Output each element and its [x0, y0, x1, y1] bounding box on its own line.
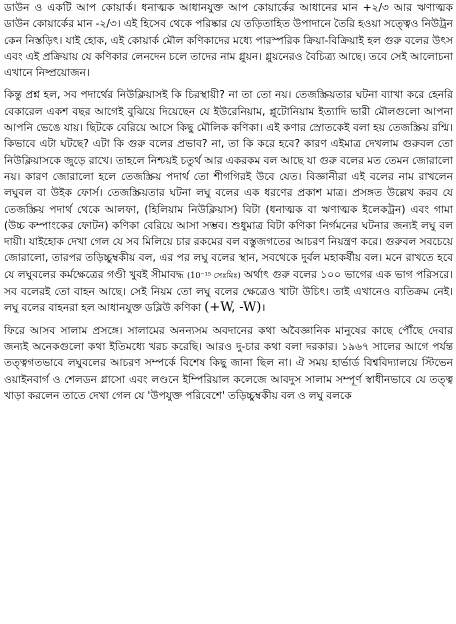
paragraph-text-continued: অর্থাৎ গুরু বলের ১০০ ভাগের এক ভাগ পরিসরে। সব বলেরই তো বাহন আছে। সেই নিয়ম তো লঘু বলের ক্ষেত্রেও খাটা উচিৎ। তাই এখানেও ব্যতিক্রম নেই। লঘু বলের বাহনরা হল আধানযুক্ত ডব্লিউ কণিকা — [4, 268, 453, 315]
paragraph-salam — [4, 323, 453, 404]
sentence-end-mark: । — [261, 302, 266, 315]
paragraph-text: কিন্তু প্রশ্ন হল, সব পদার্থের নিউক্লিয়াসই কি চিরস্থায়ী? না তা তো নয়। তেজস্ক্রিয়তার ঘটনা ব্যাখা করে হেনরি বেকারেল একশ বছর আগেই বুঝিয়ে দিয়েছেন যে ইউরেনিয়াম, প্লুটোনিয়াম ইত্যাদি ভারী মৌলগুলো আপনা আপনি ভেঙে যায়। ছিটকে বেরিয়ে আসে কিছু মৌলিক কণিকা। এই কণার স্রোতকেই বলা হয় তেজস্ক্রিয় রশ্মি। কিভাবে এটা ঘটছে? এটা কি গুরু বলের প্রভাব? না, তা কি করে হবে? কারণ এইমাত্র দেখলাম গুরুবল তো নিউক্লিয়াসকে জুড়ে রাখে। তাহলে নিশ্চয়ই চতুর্থ আর একরকম বল আছে যা গুরু বলের মত তেমন জোরালো নয়। কারণ জোরালো হলে তেজস্ক্রিয় পদার্থ তো শীগগিরই উবে যেত। বিজ্ঞানীরা এই বলের নাম রাখলেন লঘুবল বা উইক ফোর্স। তেজস্ক্রিয়তার ঘটনা লঘু বলের এক ধরণের প্রকাশ মাত্র। প্রসঙ্গত উল্লেখ করব যে তেজস্ক্রিয় পদার্থ থেকে আলফা, (হিলিয়াম নিউক্লিয়াস) বিটা (ধনাত্মক বা ঋণাত্মক ইলেকট্রন) এবং গামা (উচ্চ কম্পাংকের ফোটন) কণিকা বেরিয়ে আসা সম্ভব। শুধুমাত্র বিটা কণিকা নির্গমনের ঘটনার জন্যই লঘু বল দায়ী। যাইহোক দেখা গেল যে সব মিলিয়ে চার রকমের বল বস্তুজগতের আচরণ নিয়ন্ত্রণ করে। গুরুবল সবচেয়ে জোরালো, তারপর তড়িচ্চুম্বকীয় বল, এর পর লঘু বলের স্থান, সবথেকে দুর্বল মহাকর্ষীয় বল। মনে রাখতে হবে যে লঘুবলের কর্মক্ষেত্রের গণ্ডী খুবই সীমাবদ্ধ — [4, 89, 453, 281]
paragraph-quarks-gluons — [4, 0, 453, 81]
paragraph-weak-force — [4, 87, 453, 316]
paragraph-text: ডাউন ও একটি আপ কোয়ার্ক। ধনাত্মক আধানযুক্ত আপ কোয়ার্কের আধানের মান +২/৩ আর ঋণাত্মক ডাউন কোয়ার্কের মান -২/৩। এই হিসেব থেকে পরিষ্কার যে তড়িতাহিত উপাদানে তৈরি হওয়া সত্ত্বেও নিউট্রন কেন নিস্তড়িৎ। যাই হোক, এই কোয়ার্ক মৌল কণিকাদের মধ্যে পারস্পরিক ক্রিয়া-বিক্রিয়াই হল গুরু বলের উৎস এবং এই প্রক্রিয়ায় যে কণিকার লেনদেন চলে তাদের নাম গ্লুয়ন। গ্লুয়নেরও বৈচিত্র্য আছে। তবে সেই আলোচনা এখানে নিষ্প্রয়োজন। — [4, 2, 453, 80]
paragraph-text: ফিরে আসব সালাম প্রসঙ্গে। সালামের অনন্যসম অবদানের কথা অবৈজ্ঞানিক মানুষের কাছে পৌঁছে দেবার জন্যই অনেকগুলো কথা ইতিমধ্যে খরচ করেছি। আরও দু-চার কথা বলা দরকার। ১৯৬৭ সালের আগে পর্যন্ত তত্ত্বগতভাবে লঘুবলের আচরণ সম্পর্কে বিশেষ কিছু জানা ছিল না। ঐ সময় হার্ভার্ড বিশ্ববিদ্যালয়ে স্টিভেন ওয়াইনবার্গ ও শেলডন গ্লাসো এবং লণ্ডনে ইম্পিরিয়াল কলেজে আবদুস সালাম সম্পূর্ণ স্বাধীনভাবে যে তত্ত্ব খাড়া করলেন তাতে দেখা গেল যে 'উপযুক্ত পরিবেশে' তড়িচ্চুম্বকীয় বল ও লঘু বলকে — [4, 324, 453, 402]
range-expression: (10⁻¹⁵ সেঃমিঃ) — [187, 270, 241, 280]
w-boson-formula: (+W, -W) — [204, 300, 262, 316]
